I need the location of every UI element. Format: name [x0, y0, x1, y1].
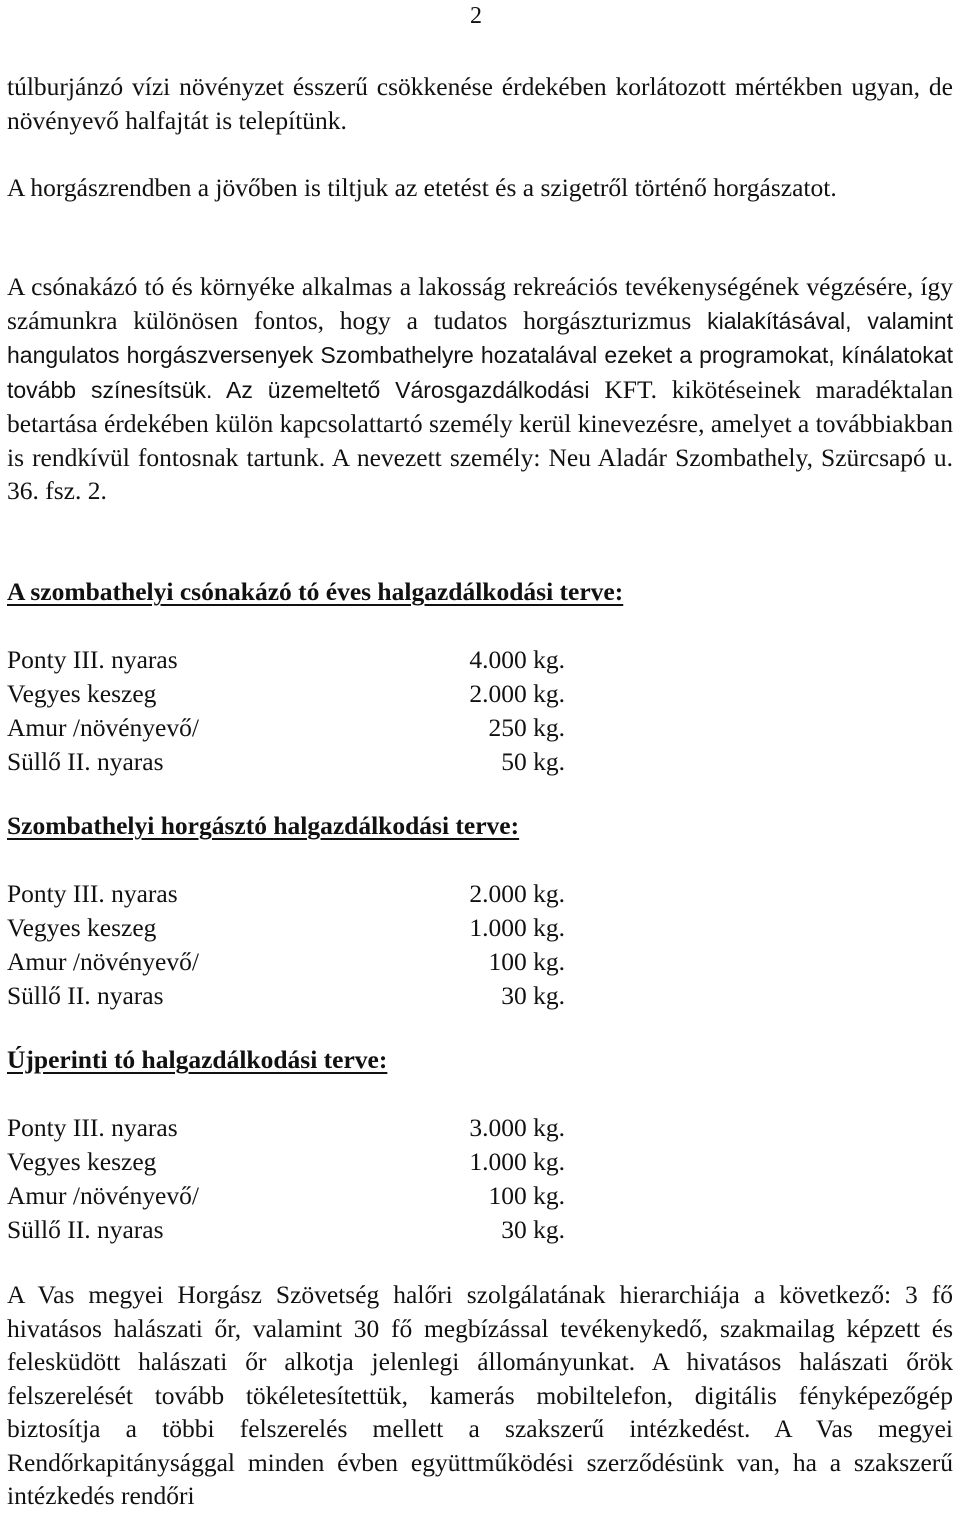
fish-quantity: 100 kg. [488, 947, 565, 976]
plan-table-fishing-lake [7, 877, 577, 1013]
table-row [7, 979, 577, 1013]
fish-quantity: 30 kg. [501, 1215, 565, 1244]
fish-name: Vegyes keszeg [7, 1147, 157, 1176]
table-row [7, 1179, 577, 1213]
fish-name: Süllő II. nyaras [7, 981, 164, 1010]
fish-name: Vegyes keszeg [7, 913, 157, 942]
table-row [7, 877, 577, 911]
table-row [7, 945, 577, 979]
paragraph-recreation-part-1: A csónakázó tó és környéke alkalmas a lakosság rekreációs tevékenységének végzésére, így számunkra különösen fontos, hogy a tudatos horgászturizmus [7, 272, 953, 335]
table-row [7, 745, 577, 779]
fish-quantity: 4.000 kg. [469, 645, 565, 674]
fish-quantity: 100 kg. [488, 1181, 565, 1210]
plan-table-boating-lake [7, 643, 577, 779]
fish-name: Vegyes keszeg [7, 679, 157, 708]
fish-name: Amur /növényevő/ [7, 1181, 199, 1210]
fish-quantity: 2.000 kg. [469, 879, 565, 908]
fish-quantity: 3.000 kg. [469, 1113, 565, 1142]
fish-quantity: 50 kg. [501, 747, 565, 776]
fish-quantity: 250 kg. [488, 713, 565, 742]
paragraph-fishing-rules: A horgászrendben a jövőben is tiltjuk az etetést és a szigetről történő horgászatot. [7, 173, 837, 202]
fish-name: Amur /növényevő/ [7, 947, 199, 976]
page-number: 2 [470, 3, 482, 29]
fish-name: Ponty III. nyaras [7, 1113, 178, 1142]
fish-name: Amur /növényevő/ [7, 713, 199, 742]
fish-name: Süllő II. nyaras [7, 747, 164, 776]
plan-heading-boating-lake: A szombathelyi csónakázó tó éves halgazdálkodási terve: [7, 577, 624, 606]
fish-quantity: 1.000 kg. [469, 913, 565, 942]
table-row [7, 1145, 577, 1179]
fish-name: Ponty III. nyaras [7, 879, 178, 908]
paragraph-recreation-part-2: kialakításával, valamint hangulatos horgászversenyek Szombathelyre hozatalával ezeket a programokat, kínálatokat tovább színesítsük. Az üzemeltető Városgazdálkodási [7, 307, 953, 403]
table-row [7, 1111, 577, 1145]
plan-table-ujperint-lake [7, 1111, 577, 1247]
fish-quantity: 30 kg. [501, 981, 565, 1010]
table-row [7, 911, 577, 945]
table-row [7, 711, 577, 745]
table-row [7, 643, 577, 677]
plan-heading-ujperint-lake: Újperinti tó halgazdálkodási terve: [7, 1045, 388, 1074]
table-row [7, 1213, 577, 1247]
fish-name: Süllő II. nyaras [7, 1215, 164, 1244]
fish-quantity: 1.000 kg. [469, 1147, 565, 1176]
paragraph-recreation-part-3: KFT. kikötéseinek maradéktalan betartása érdekében külön kapcsolattartó személy kerül kinevezésre, amelyet a továbbiakban is rendkívül fontosnak tartunk. A nevezett személy: Neu Aladár Szombathely, Szürcsapó u. 36. fsz. 2. [7, 374, 953, 505]
paragraph-vegetation: túlburjánzó vízi növényzet ésszerű csökkenése érdekében korlátozott mértékben ugyan, de növényevő halfajtát is telepítünk. [7, 72, 953, 135]
plan-heading-fishing-lake: Szombathelyi horgásztó halgazdálkodási terve: [7, 811, 520, 840]
paragraph-wardens: A Vas megyei Horgász Szövetség halőri szolgálatának hierarchiája a következő: 3 fő hivatásos halászati őr, valamint 30 fő megbízással tevékenykedő, szakmailag képzett és felesküdött halászati őr alkotja jelenlegi állományunkat. A hivatásos halászati őrök felszerelését tovább tökéletesítettük, kamerás mobiltelefon, digitális fényképezőgép biztosítja a többi felszerelés mellett a szakszerű intézkedést. A Vas megyei Rendőrkapitánysággal minden évben együttműködési szerződésünk van, ha a szakszerű intézkedés rendőri [7, 1280, 953, 1510]
fish-quantity: 2.000 kg. [469, 679, 565, 708]
fish-name: Ponty III. nyaras [7, 645, 178, 674]
paragraph-recreation [7, 270, 953, 508]
table-row [7, 677, 577, 711]
